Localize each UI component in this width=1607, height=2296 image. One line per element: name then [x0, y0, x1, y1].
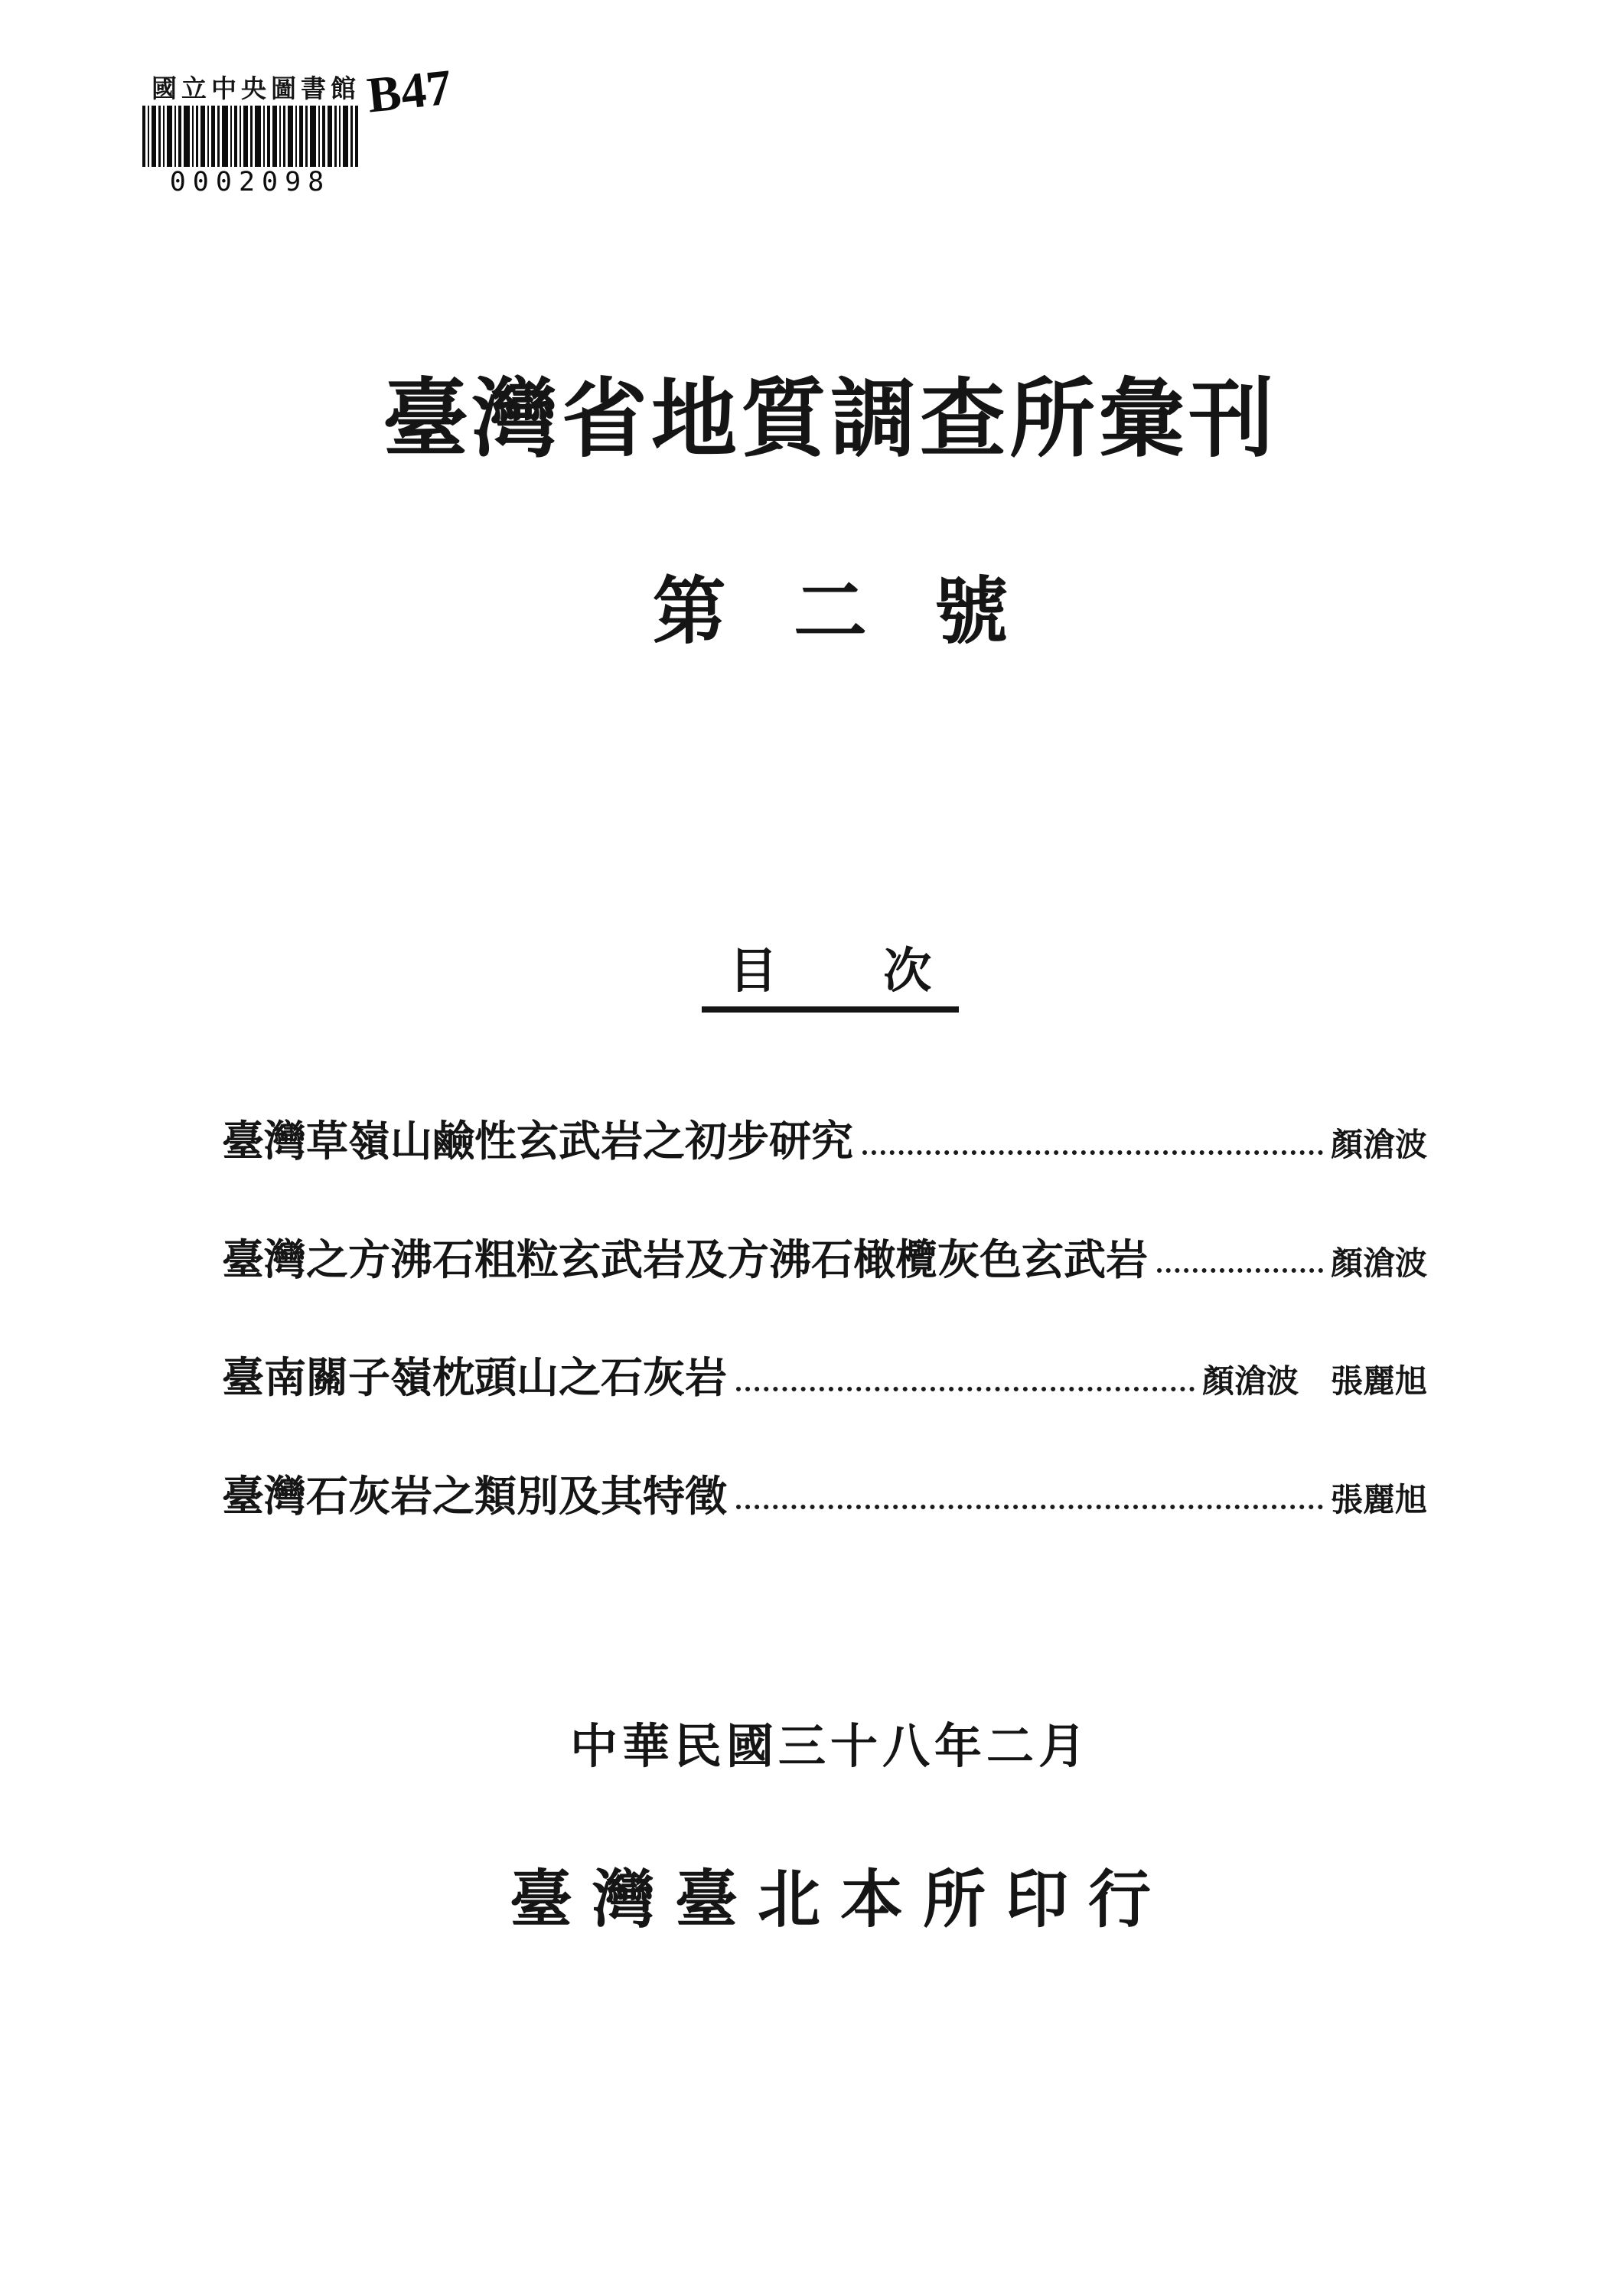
publication-date: 中華民國三十八年二月	[569, 1721, 1090, 1773]
toc-list	[222, 1119, 1427, 1520]
toc-entry-authors: 顏滄波 張麗旭	[1201, 1365, 1427, 1401]
publisher: 臺灣臺北本所印行	[509, 1865, 1171, 1935]
handwritten-call-number: B47	[364, 59, 455, 124]
toc-entry	[222, 1119, 1427, 1166]
dotted-leader	[736, 1505, 1323, 1509]
toc-entry	[222, 1355, 1427, 1402]
toc-entry-authors: 張麗旭	[1330, 1482, 1427, 1518]
toc-entry-authors: 顏滄波	[1330, 1246, 1427, 1282]
toc-heading-block	[54, 944, 1607, 1013]
library-barcode-number: 0002098	[169, 167, 331, 197]
issue-number-line	[54, 568, 1607, 656]
issue-number: 第二號	[652, 571, 1076, 653]
publication-title: 臺灣省地質調查所彙刊	[383, 373, 1278, 468]
library-institution-label: 國立中央圖書館	[152, 76, 360, 103]
toc-entry-authors: 顏滄波	[1330, 1128, 1427, 1164]
dotted-leader	[862, 1150, 1323, 1155]
toc-heading: 目次	[729, 944, 1038, 998]
dotted-leader	[1157, 1268, 1323, 1273]
toc-entry	[222, 1474, 1427, 1521]
toc-entry	[222, 1238, 1427, 1284]
toc-entry-title: 臺灣草嶺山鹼性玄武岩之初步研究	[222, 1118, 854, 1165]
dotted-leader	[736, 1387, 1195, 1391]
publication-date-line	[54, 1719, 1607, 1776]
toc-heading-underline	[702, 1006, 959, 1013]
publisher-line	[54, 1863, 1607, 1938]
toc-entry-title: 臺南關子嶺枕頭山之石灰岩	[222, 1355, 728, 1401]
toc-entry-title: 臺灣之方沸石粗粒玄武岩及方沸石橄欖灰色玄武岩	[222, 1236, 1149, 1283]
library-barcode	[142, 106, 358, 167]
toc-entry-title: 臺灣石灰岩之類別及其特徵	[222, 1473, 728, 1520]
